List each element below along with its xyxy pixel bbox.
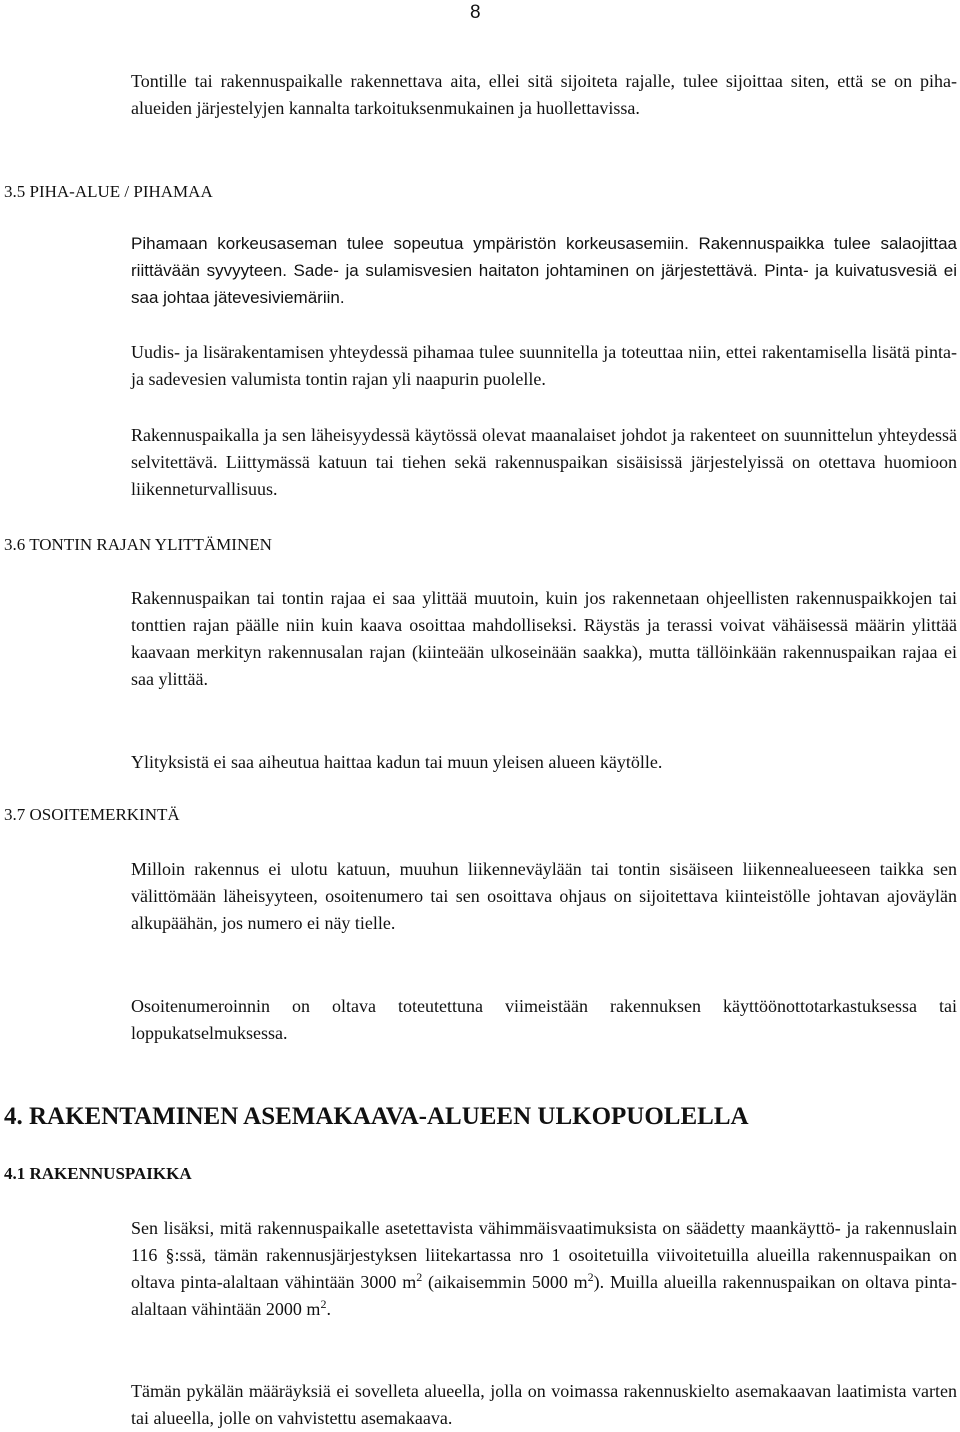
section-3-7-paragraph-2: Osoitenumeroinnin on oltava toteutettuna viimeistään rakennuksen käyttöönottotarkastuksessa tai loppukatselmuksessa. bbox=[131, 996, 957, 1043]
section-3-7-paragraph-1: Milloin rakennus ei ulotu katuun, muuhun liikenneväylään tai tontin sisäiseen liikennealueeseen taikka sen välittömään läheisyyteen, osoitenumero tai sen osoittava ohjaus on sijoitettava kiinteistölle johtavan ajoväylän alkupäähän, jos numero ei näy tielle. bbox=[131, 859, 957, 933]
superscript-2: 2 bbox=[320, 1297, 327, 1311]
section-3-5-heading: 3.5 PIHA-ALUE / PIHAMAA bbox=[4, 182, 213, 201]
intro-paragraph: Tontille tai rakennuspaikalle rakennettava aita, ellei sitä sijoiteta rajalle, tulee sijoittaa siten, että se on piha-alueiden järjestelyjen kannalta tarkoituksenmukainen ja huollettavissa. bbox=[131, 71, 957, 118]
section-4-1-paragraph-1 bbox=[131, 1215, 957, 1323]
superscript-2: 2 bbox=[587, 1270, 594, 1284]
page-number: 8 bbox=[470, 2, 481, 23]
section-3-6-paragraph-2: Ylityksistä ei saa aiheutua haittaa kadun tai muun yleisen alueen käytölle. bbox=[131, 752, 663, 772]
section-3-5-paragraph-3: Rakennuspaikalla ja sen läheisyydessä käytössä olevat maanalaiset johdot ja rakenteet on suunnittelun yhteydessä selvitettävä. Liittymässä katuun tai tiehen sekä rakennuspaikan sisäisissä järjestelyissä on otettava huomioon liikenneturvallisuus. bbox=[131, 425, 957, 499]
section-4-heading: 4. RAKENTAMINEN ASEMAKAAVA-ALUEEN ULKOPUOLELLA bbox=[4, 1103, 749, 1130]
section-4-1-text-d: . bbox=[326, 1299, 331, 1319]
section-4-1-text-a: Sen lisäksi, mitä rakennuspaikalle asetettavista vähimmäisvaatimuksista on säädetty maankäyttö- ja rakennuslain 116 §:ssä, tämän rakennusjärjestyksen liitekartassa nro 1 osoitetuilla viivoitetuilla alueilla rakennuspaikan on oltava pinta-alaltaan vähintään 3000 m bbox=[131, 1218, 957, 1292]
section-4-1-paragraph-2: Tämän pykälän määräyksiä ei sovelleta alueella, jolla on voimassa rakennuskielto asemakaavan laatimista varten tai alueella, jolle on vahvistettu asemakaava. bbox=[131, 1381, 957, 1428]
section-3-6-paragraph-1: Rakennuspaikan tai tontin rajaa ei saa ylittää muutoin, kuin jos rakennetaan ohjeellisten rakennuspaikkojen tai tonttien rajan päälle niin kuin kaava osoittaa mahdolliseksi. Räystäs ja terassi voivat vähäisessä määrin ylittää kaavaan merkityn rakennusalan rajan (kiinteään ulkoseinään saakka), mutta tällöinkään rakennuspaikan rajaa ei saa ylittää. bbox=[131, 588, 957, 689]
section-3-5-paragraph-1-end: Pinta- ja kuivatusvesiä ei saa johtaa jätevesiviemäriin. bbox=[131, 261, 957, 307]
section-3-5-paragraph-1 bbox=[131, 230, 957, 311]
superscript-2: 2 bbox=[416, 1270, 423, 1284]
section-4-1-text-b: (aikaisemmin 5000 m bbox=[422, 1272, 588, 1292]
section-3-7-heading: 3.7 OSOITEMERKINTÄ bbox=[4, 805, 180, 824]
section-4-1-heading: 4.1 RAKENNUSPAIKKA bbox=[4, 1164, 192, 1183]
section-3-6-heading: 3.6 TONTIN RAJAN YLITTÄMINEN bbox=[4, 535, 272, 554]
section-3-5-paragraph-2: Uudis- ja lisärakentamisen yhteydessä pihamaa tulee suunnitella ja toteuttaa niin, ettei rakentamisella lisätä pinta- ja sadevesien valumista tontin rajan yli naapurin puolelle. bbox=[131, 342, 957, 389]
section-4-1-text-c: ). Muilla alueilla rakennuspaikan on oltava pinta-alaltaan vähintään 2000 m bbox=[131, 1272, 957, 1319]
section-3-5-paragraph-1-sans: Pihamaan korkeusaseman tulee sopeutua ympäristön korkeusasemiin. Rakennuspaikka tulee salaojittaa riittävään syvyyteen. Sade- ja sulamisvesien haitaton johtaminen on järjestettävä. bbox=[131, 234, 957, 280]
